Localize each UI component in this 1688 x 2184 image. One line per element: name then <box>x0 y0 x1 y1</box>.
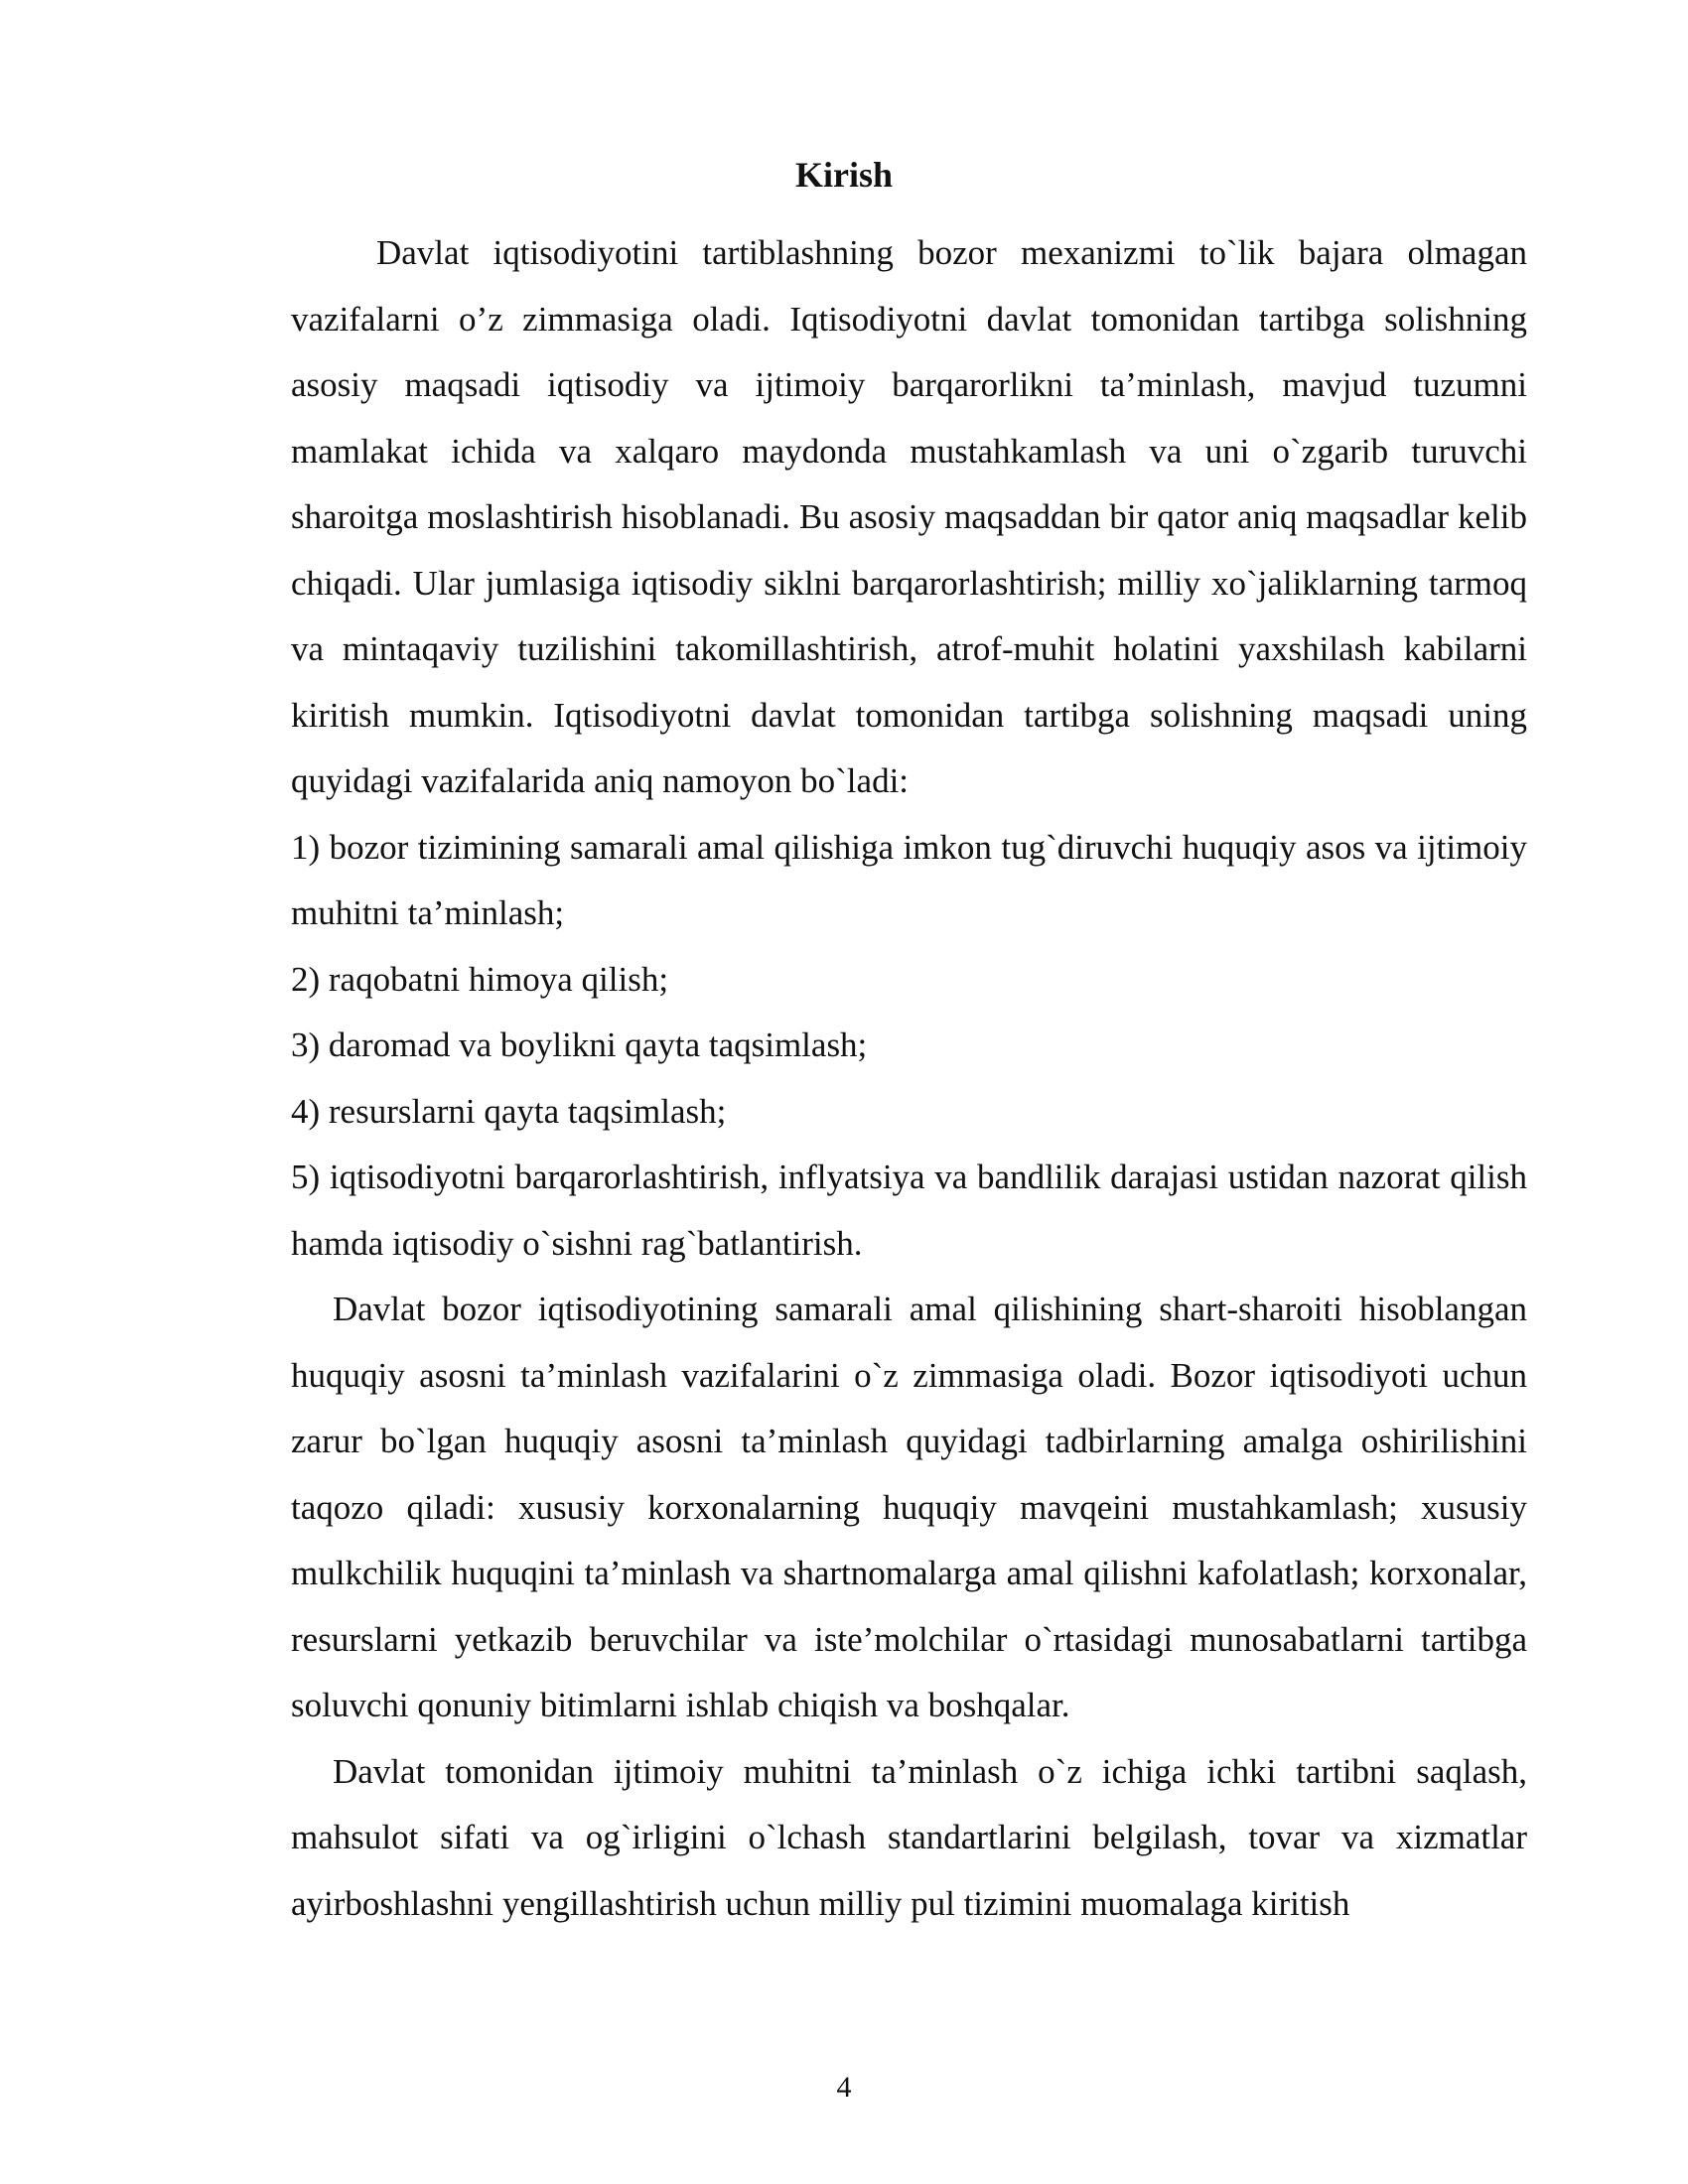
list-item-1: 1) bozor tizimining samarali amal qilishiga imkon tug`diruvchi huquqiy asos va ijtimoiy muhitni ta’minlash; <box>291 827 1527 932</box>
body-text <box>291 220 1527 1937</box>
legal-basis-paragraph: Davlat bozor iqtisodiyotining samarali amal qilishining shart-sharoiti hisoblangan huquqiy asosni ta’minlash vazifalarini o`z zimmasiga oladi. Bozor iqtisodiyoti uchun zarur bo`lgan huquqiy asosni ta’minlash quyidagi tadbirlarning amalga oshirilishini taqozo qiladi: xususiy korxonalarning huquqiy mavqeini mustahkamlash; xususiy mulkchilik huquqini ta’minlash va shartnomalarga amal qilishni kafolatlash; korxonalar, resurslarni yetkazib beruvchilar va iste’molchilar o`rtasidagi munosabatlarni tartibga soluvchi qonuniy bitimlarni ishlab chiqish va boshqalar. <box>291 1290 1527 1724</box>
section-title: Kirish <box>794 155 893 195</box>
page-number: 4 <box>836 2071 852 2104</box>
list-item-4: 4) resurslarni qayta taqsimlash; <box>291 1091 727 1131</box>
list-item-2: 2) raqobatni himoya qilish; <box>291 959 669 999</box>
list-item-3: 3) daromad va boylikni qayta taqsimlash; <box>291 1025 868 1064</box>
intro-paragraph: Davlat iqtisodiyotini tartiblashning bozor mexanizmi to`lik bajara olmagan vazifalarni o’z zimmasiga oladi. Iqtisodiyotni davlat tomonidan tartibga solishning asosiy maqsadi iqtisodiy va ijtimoiy barqarorlikni ta’minlash, mavjud tuzumni mamlakat ichida va xalqaro maydonda mustahkamlash va uni o`zgarib turuvchi sharoitga moslashtirish hisoblanadi. Bu asosiy maqsaddan bir qator aniq maqsadlar kelib chiqadi. Ular jumlasiga iqtisodiy siklni barqarorlashtirish; milliy xo`jaliklarning tarmoq va mintaqaviy tuzilishini takomillashtirish, atrof-muhit holatini yaxshilash kabilarni kiritish mumkin. Iqtisodiyotni davlat tomonidan tartibga solishning maqsadi uning quyidagi vazifalarida aniq namoyon bo`ladi: <box>291 233 1527 800</box>
social-environment-paragraph: Davlat tomonidan ijtimoiy muhitni ta’minlash o`z ichiga ichki tartibni saqlash, mahsulot sifati va og`irligini o`lchash standartlarini belgilash, tovar va xizmatlar ayirboshlashni yengillashtirish uchun milliy pul tizimini muomalaga kiritish <box>291 1751 1527 1923</box>
list-item-5: 5) iqtisodiyotni barqarorlashtirish, inflyatsiya va bandlilik darajasi ustidan nazorat qilish hamda iqtisodiy o`sishni rag`batlantirish. <box>291 1158 1527 1263</box>
